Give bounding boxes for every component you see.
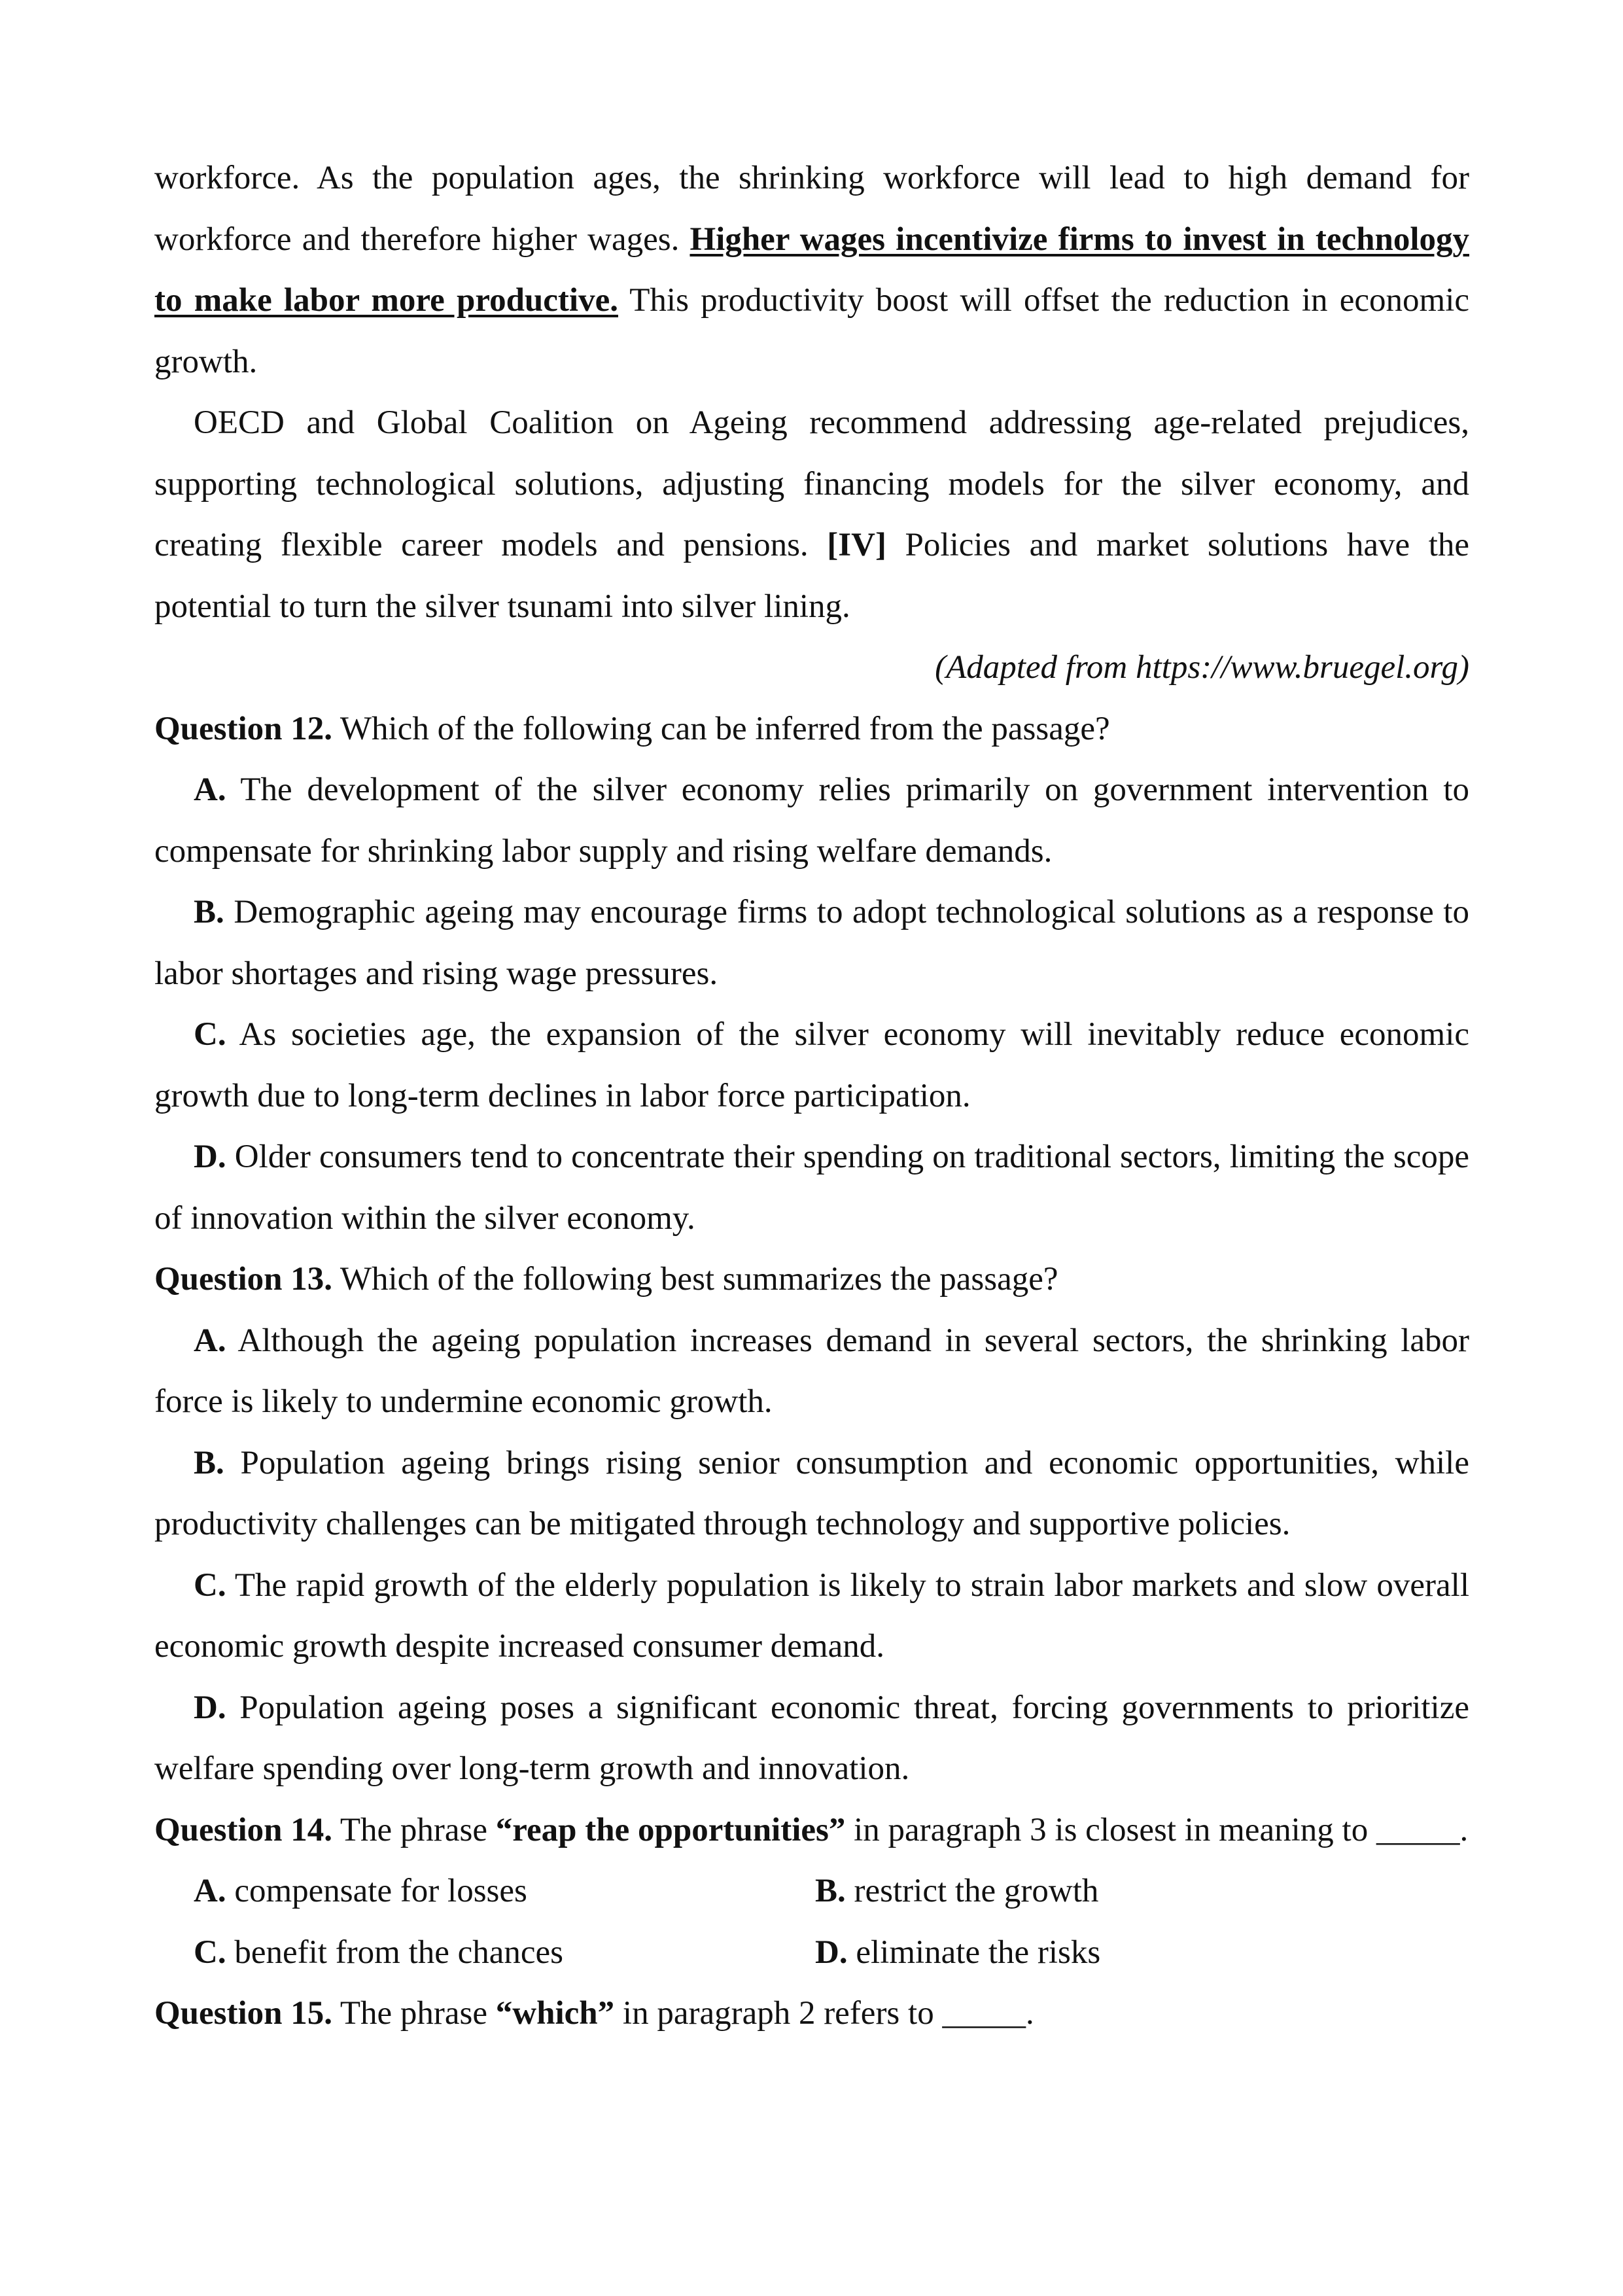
q14-option-a[interactable] (194, 1861, 815, 1922)
source-citation: (Adapted from https://www.bruegel.org) (935, 649, 1469, 686)
question-15 (154, 1983, 1469, 2045)
question-text: in paragraph 2 refers to _____. (614, 1995, 1034, 2032)
passage-text: This productivity boost will offset the reduction in economic growth. (154, 282, 1469, 380)
q12-option-c[interactable] (154, 1004, 1469, 1127)
position-marker: [IV] (827, 527, 886, 563)
option-text: compensate for losses (226, 1873, 527, 1909)
q13-option-b[interactable] (154, 1433, 1469, 1555)
option-letter: A. (194, 771, 226, 808)
option-letter: A. (194, 1873, 226, 1909)
option-letter: A. (194, 1322, 226, 1359)
q13-option-a[interactable] (154, 1311, 1469, 1433)
question-text: The phrase (332, 1811, 496, 1848)
question-label: Question 13. (154, 1261, 333, 1298)
q12-option-d[interactable] (154, 1127, 1469, 1249)
option-letter: D. (194, 1139, 226, 1175)
option-text: Population ageing brings rising senior consumption and economic opportunities, while productivity challenges can be mitigated through technology and supportive policies. (154, 1444, 1469, 1542)
option-text: Population ageing poses a significant economic threat, forcing governments to prioritize welfare spending over long-term growth and innovation. (154, 1689, 1469, 1787)
passage-paragraph-1 (154, 148, 1469, 393)
question-label: Question 15. (154, 1995, 333, 2032)
option-letter: C. (194, 1016, 226, 1053)
question-12 (154, 699, 1469, 760)
question-label: Question 14. (154, 1811, 333, 1848)
option-text: benefit from the chances (226, 1934, 564, 1971)
option-text: Although the ageing population increases demand in several sectors, the shrinking labor force is likely to undermine economic growth. (154, 1322, 1469, 1420)
option-letter: B. (194, 1444, 224, 1481)
q14-options-row-2 (154, 1922, 1469, 1984)
q14-option-d[interactable] (815, 1922, 1437, 1984)
question-label: Question 12. (154, 710, 333, 747)
q12-option-a[interactable] (154, 760, 1469, 882)
highlighted-sentence: Higher wages incentivize firms to invest in technology to make labor more productive. (154, 221, 1469, 319)
option-letter: B. (815, 1873, 846, 1909)
option-text: restrict the growth (845, 1873, 1099, 1909)
option-letter: D. (815, 1934, 848, 1971)
option-letter: B. (194, 894, 224, 930)
document-content (154, 148, 1469, 2045)
passage-paragraph-2 (154, 393, 1469, 637)
q12-option-b[interactable] (154, 882, 1469, 1004)
question-text: Which of the following best summarizes the passage? (332, 1261, 1058, 1298)
option-text: The rapid growth of the elderly population is likely to strain labor markets and slow overall economic growth despite increased consumer demand. (154, 1566, 1469, 1665)
passage-text: OECD and Global Coalition on Ageing recommend addressing age-related prejudices, supporting technological solutions, adjusting financing models for the silver economy, and creating flexible career models and pensions. (154, 404, 1469, 563)
passage-text: Policies and market solutions have the potential to turn the silver tsunami into silver lining. (154, 527, 1469, 625)
quoted-phrase: “which” (495, 1995, 615, 2032)
option-text: Demographic ageing may encourage firms to adopt technological solutions as a response to labor shortages and rising wage pressures. (154, 894, 1469, 992)
q13-option-d[interactable] (154, 1678, 1469, 1800)
q14-option-c[interactable] (194, 1922, 815, 1984)
passage-text: workforce. As the population ages, the shrinking workforce will lead to high demand for workforce and therefore higher wages. (154, 160, 1469, 258)
quoted-phrase: “reap the opportunities” (495, 1811, 846, 1848)
q14-options-row-1 (154, 1861, 1469, 1922)
option-text: Older consumers tend to concentrate their spending on traditional sectors, limiting the scope of innovation within the silver economy. (154, 1139, 1469, 1237)
option-letter: D. (194, 1689, 226, 1726)
question-14 (154, 1800, 1469, 1862)
q13-option-c[interactable] (154, 1555, 1469, 1678)
option-letter: C. (194, 1934, 226, 1971)
question-text: Which of the following can be inferred from the passage? (332, 710, 1110, 747)
option-text: As societies age, the expansion of the silver economy will inevitably reduce economic growth due to long-term declines in labor force participation. (154, 1016, 1469, 1114)
option-letter: C. (194, 1566, 226, 1604)
option-text: eliminate the risks (847, 1934, 1101, 1971)
option-text: The development of the silver economy relies primarily on government intervention to compensate for shrinking labor supply and rising welfare demands. (154, 771, 1469, 870)
q14-option-b[interactable] (815, 1861, 1437, 1922)
question-13 (154, 1249, 1469, 1311)
question-text: in paragraph 3 is closest in meaning to _____. (845, 1811, 1469, 1848)
question-text: The phrase (332, 1995, 496, 2032)
